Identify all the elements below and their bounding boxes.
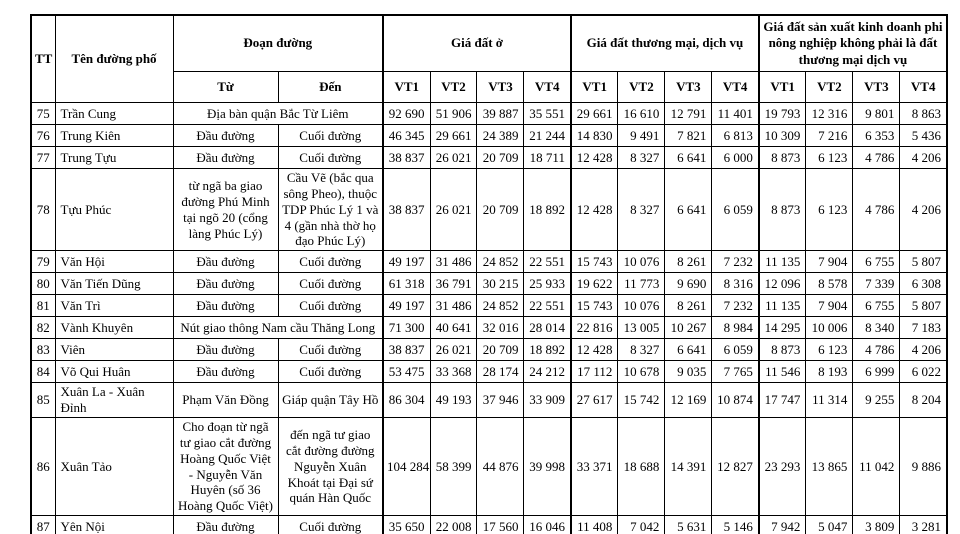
- price-cell: 5 631: [665, 516, 712, 534]
- segment-from-cell: Đầu đường: [173, 273, 278, 295]
- price-cell: 86 304: [383, 383, 430, 418]
- price-cell: 11 042: [853, 418, 900, 516]
- price-cell: 8 261: [665, 295, 712, 317]
- price-cell: 92 690: [383, 103, 430, 125]
- segment-from-cell: Đầu đường: [173, 251, 278, 273]
- price-cell: 18 892: [524, 169, 571, 251]
- segment-from-cell: Đầu đường: [173, 516, 278, 534]
- table-row: [31, 383, 947, 418]
- price-cell: 7 232: [712, 295, 759, 317]
- price-cell: 7 821: [665, 125, 712, 147]
- segment-to-cell: Cuối đường: [278, 295, 383, 317]
- price-cell: 12 096: [759, 273, 806, 295]
- price-cell: 58 399: [430, 418, 477, 516]
- price-cell: 28 174: [477, 361, 524, 383]
- price-cell: 4 206: [900, 169, 947, 251]
- row-number-cell: 77: [31, 147, 55, 169]
- price-cell: 18 892: [524, 339, 571, 361]
- price-cell: 14 830: [571, 125, 618, 147]
- table-row: [31, 339, 947, 361]
- price-cell: 9 690: [665, 273, 712, 295]
- price-cell: 12 428: [571, 169, 618, 251]
- price-cell: 12 428: [571, 147, 618, 169]
- price-cell: 37 946: [477, 383, 524, 418]
- price-cell: 19 793: [759, 103, 806, 125]
- segment-from-cell: Đầu đường: [173, 125, 278, 147]
- segment-to-cell: Cầu Vẽ (bắc qua sông Pheo), thuộc TDP Phúc Lý 1 và 4 (gần nhà thờ họ đạo Phúc Lý): [278, 169, 383, 251]
- price-cell: 26 021: [430, 147, 477, 169]
- price-cell: 13 005: [618, 317, 665, 339]
- row-number-cell: 83: [31, 339, 55, 361]
- price-cell: 7 216: [806, 125, 853, 147]
- header-commercial-price-group: Giá đất thương mại, dịch vụ: [571, 15, 759, 72]
- price-cell: 6 059: [712, 339, 759, 361]
- price-cell: 6 641: [665, 169, 712, 251]
- price-cell: 6 000: [712, 147, 759, 169]
- table-row: [31, 273, 947, 295]
- price-cell: 104 284: [383, 418, 430, 516]
- price-cell: 8 873: [759, 169, 806, 251]
- header-tt: TT: [31, 15, 55, 103]
- price-cell: 10 874: [712, 383, 759, 418]
- price-cell: 8 204: [900, 383, 947, 418]
- table-row: [31, 295, 947, 317]
- price-cell: 35 551: [524, 103, 571, 125]
- price-cell: 29 661: [430, 125, 477, 147]
- header-vt-cell: VT3: [477, 72, 524, 103]
- price-cell: 3 809: [853, 516, 900, 534]
- table-row: [31, 147, 947, 169]
- street-name-cell: Văn Trì: [55, 295, 173, 317]
- street-name-cell: Viên: [55, 339, 173, 361]
- price-cell: 40 641: [430, 317, 477, 339]
- price-cell: 6 022: [900, 361, 947, 383]
- price-cell: 31 486: [430, 251, 477, 273]
- price-cell: 10 267: [665, 317, 712, 339]
- price-cell: 10 309: [759, 125, 806, 147]
- street-name-cell: Xuân Tảo: [55, 418, 173, 516]
- price-cell: 8 863: [900, 103, 947, 125]
- price-cell: 11 773: [618, 273, 665, 295]
- price-cell: 6 755: [853, 295, 900, 317]
- price-cell: 10 076: [618, 251, 665, 273]
- price-cell: 18 688: [618, 418, 665, 516]
- price-cell: 26 021: [430, 169, 477, 251]
- row-number-cell: 79: [31, 251, 55, 273]
- price-cell: 39 998: [524, 418, 571, 516]
- table-row: [31, 317, 947, 339]
- price-cell: 11 408: [571, 516, 618, 534]
- price-cell: 27 617: [571, 383, 618, 418]
- price-cell: 13 865: [806, 418, 853, 516]
- land-price-table: [30, 14, 948, 534]
- price-cell: 9 886: [900, 418, 947, 516]
- price-cell: 9 801: [853, 103, 900, 125]
- segment-to-cell: Cuối đường: [278, 125, 383, 147]
- price-cell: 22 816: [571, 317, 618, 339]
- segment-to-cell: Cuối đường: [278, 251, 383, 273]
- price-cell: 32 016: [477, 317, 524, 339]
- price-cell: 30 215: [477, 273, 524, 295]
- price-cell: 8 327: [618, 169, 665, 251]
- price-cell: 49 197: [383, 295, 430, 317]
- price-cell: 8 261: [665, 251, 712, 273]
- price-cell: 7 183: [900, 317, 947, 339]
- header-from: Từ: [173, 72, 278, 103]
- table-body: [31, 103, 947, 534]
- price-cell: 20 709: [477, 147, 524, 169]
- price-cell: 71 300: [383, 317, 430, 339]
- row-number-cell: 76: [31, 125, 55, 147]
- price-cell: 5 807: [900, 295, 947, 317]
- price-cell: 12 169: [665, 383, 712, 418]
- price-cell: 8 578: [806, 273, 853, 295]
- price-cell: 24 389: [477, 125, 524, 147]
- price-cell: 3 281: [900, 516, 947, 534]
- price-cell: 7 339: [853, 273, 900, 295]
- street-name-cell: Vành Khuyên: [55, 317, 173, 339]
- price-cell: 6 813: [712, 125, 759, 147]
- table-row: [31, 125, 947, 147]
- price-cell: 8 873: [759, 339, 806, 361]
- price-cell: 24 852: [477, 295, 524, 317]
- price-cell: 20 709: [477, 339, 524, 361]
- price-cell: 6 059: [712, 169, 759, 251]
- street-name-cell: Tựu Phúc: [55, 169, 173, 251]
- price-cell: 31 486: [430, 295, 477, 317]
- street-name-cell: Yên Nội: [55, 516, 173, 534]
- price-cell: 8 193: [806, 361, 853, 383]
- price-cell: 10 678: [618, 361, 665, 383]
- segment-from-cell: Đầu đường: [173, 147, 278, 169]
- price-cell: 38 837: [383, 339, 430, 361]
- price-cell: 9 035: [665, 361, 712, 383]
- price-cell: 6 641: [665, 147, 712, 169]
- price-cell: 9 255: [853, 383, 900, 418]
- price-cell: 6 353: [853, 125, 900, 147]
- price-cell: 24 212: [524, 361, 571, 383]
- table-row: [31, 516, 947, 534]
- price-cell: 4 206: [900, 339, 947, 361]
- price-cell: 7 904: [806, 251, 853, 273]
- price-cell: 8 873: [759, 147, 806, 169]
- segment-to-cell: Giáp quận Tây Hồ: [278, 383, 383, 418]
- price-cell: 12 428: [571, 339, 618, 361]
- price-cell: 36 791: [430, 273, 477, 295]
- price-cell: 17 747: [759, 383, 806, 418]
- table-row: [31, 251, 947, 273]
- price-cell: 8 340: [853, 317, 900, 339]
- price-cell: 19 622: [571, 273, 618, 295]
- table-row: [31, 361, 947, 383]
- price-cell: 6 123: [806, 339, 853, 361]
- header-residential-price-group: Giá đất ở: [383, 15, 571, 72]
- price-cell: 11 314: [806, 383, 853, 418]
- price-cell: 20 709: [477, 169, 524, 251]
- segment-from-cell: Phạm Văn Đồng: [173, 383, 278, 418]
- price-cell: 49 193: [430, 383, 477, 418]
- price-cell: 17 112: [571, 361, 618, 383]
- price-cell: 5 807: [900, 251, 947, 273]
- header-vt-cell: VT2: [430, 72, 477, 103]
- row-number-cell: 82: [31, 317, 55, 339]
- price-cell: 5 047: [806, 516, 853, 534]
- price-cell: 44 876: [477, 418, 524, 516]
- header-vt-cell: VT4: [900, 72, 947, 103]
- segment-to-cell: Cuối đường: [278, 273, 383, 295]
- price-cell: 7 765: [712, 361, 759, 383]
- price-cell: 14 295: [759, 317, 806, 339]
- header-vt-cell: VT1: [571, 72, 618, 103]
- price-cell: 15 743: [571, 295, 618, 317]
- price-cell: 18 711: [524, 147, 571, 169]
- header-vt-cell: VT1: [383, 72, 430, 103]
- price-cell: 25 933: [524, 273, 571, 295]
- segment-to-cell: Cuối đường: [278, 361, 383, 383]
- price-cell: 5 436: [900, 125, 947, 147]
- price-cell: 6 641: [665, 339, 712, 361]
- table-header: [31, 15, 947, 103]
- price-cell: 33 368: [430, 361, 477, 383]
- street-name-cell: Võ Qui Huân: [55, 361, 173, 383]
- header-vt-cell: VT4: [712, 72, 759, 103]
- price-cell: 16 046: [524, 516, 571, 534]
- segment-to-cell: đến ngã tư giao cắt đường đường Nguyễn Xuân Khoát tại Đại sứ quán Hàn Quốc: [278, 418, 383, 516]
- price-cell: 6 123: [806, 147, 853, 169]
- header-vt-cell: VT2: [618, 72, 665, 103]
- row-number-cell: 80: [31, 273, 55, 295]
- price-cell: 4 206: [900, 147, 947, 169]
- street-name-cell: Trần Cung: [55, 103, 173, 125]
- street-name-cell: Văn Tiến Dũng: [55, 273, 173, 295]
- price-cell: 8 327: [618, 147, 665, 169]
- price-cell: 11 546: [759, 361, 806, 383]
- table-row: [31, 418, 947, 516]
- header-segment: Đoạn đường: [173, 15, 383, 72]
- price-cell: 38 837: [383, 169, 430, 251]
- price-cell: 6 123: [806, 169, 853, 251]
- price-cell: 11 401: [712, 103, 759, 125]
- segment-from-cell: Đầu đường: [173, 339, 278, 361]
- header-vt-cell: VT1: [759, 72, 806, 103]
- segment-from-cell: Đầu đường: [173, 295, 278, 317]
- price-cell: 22 551: [524, 295, 571, 317]
- price-cell: 6 308: [900, 273, 947, 295]
- price-cell: 6 755: [853, 251, 900, 273]
- segment-from-cell: Đầu đường: [173, 361, 278, 383]
- table-row: [31, 103, 947, 125]
- header-production-price-group: Giá đất sản xuất kinh doanh phi nông nghiệp không phải là đất thương mại dịch vụ: [759, 15, 947, 72]
- row-number-cell: 78: [31, 169, 55, 251]
- header-vt-cell: VT2: [806, 72, 853, 103]
- segment-span-cell: Địa bàn quận Bắc Từ Liêm: [173, 103, 383, 125]
- header-to: Đến: [278, 72, 383, 103]
- price-cell: 11 135: [759, 251, 806, 273]
- price-cell: 5 146: [712, 516, 759, 534]
- price-cell: 8 984: [712, 317, 759, 339]
- segment-to-cell: Cuối đường: [278, 147, 383, 169]
- header-vt-cell: VT4: [524, 72, 571, 103]
- price-cell: 6 999: [853, 361, 900, 383]
- segment-to-cell: Cuối đường: [278, 516, 383, 534]
- price-cell: 10 076: [618, 295, 665, 317]
- price-cell: 26 021: [430, 339, 477, 361]
- price-cell: 15 742: [618, 383, 665, 418]
- price-cell: 49 197: [383, 251, 430, 273]
- price-cell: 51 906: [430, 103, 477, 125]
- table-row: [31, 169, 947, 251]
- row-number-cell: 75: [31, 103, 55, 125]
- price-cell: 39 887: [477, 103, 524, 125]
- segment-from-cell: Cho đoạn từ ngã tư giao cắt đường Hoàng Quốc Việt - Nguyễn Văn Huyên (số 36 Hoàng Quốc Việt): [173, 418, 278, 516]
- row-number-cell: 81: [31, 295, 55, 317]
- price-cell: 7 942: [759, 516, 806, 534]
- price-cell: 35 650: [383, 516, 430, 534]
- row-number-cell: 84: [31, 361, 55, 383]
- price-cell: 4 786: [853, 339, 900, 361]
- price-cell: 22 551: [524, 251, 571, 273]
- header-vt-cell: VT3: [853, 72, 900, 103]
- segment-to-cell: Cuối đường: [278, 339, 383, 361]
- price-cell: 22 008: [430, 516, 477, 534]
- price-cell: 16 610: [618, 103, 665, 125]
- row-number-cell: 85: [31, 383, 55, 418]
- price-cell: 8 316: [712, 273, 759, 295]
- price-cell: 15 743: [571, 251, 618, 273]
- price-cell: 46 345: [383, 125, 430, 147]
- price-cell: 7 232: [712, 251, 759, 273]
- street-name-cell: Xuân La - Xuân Đỉnh: [55, 383, 173, 418]
- header-vt-cell: VT3: [665, 72, 712, 103]
- price-cell: 7 904: [806, 295, 853, 317]
- price-cell: 28 014: [524, 317, 571, 339]
- price-cell: 38 837: [383, 147, 430, 169]
- price-cell: 14 391: [665, 418, 712, 516]
- price-cell: 33 371: [571, 418, 618, 516]
- price-cell: 17 560: [477, 516, 524, 534]
- price-cell: 53 475: [383, 361, 430, 383]
- row-number-cell: 87: [31, 516, 55, 534]
- price-cell: 9 491: [618, 125, 665, 147]
- price-cell: 23 293: [759, 418, 806, 516]
- price-cell: 24 852: [477, 251, 524, 273]
- row-number-cell: 86: [31, 418, 55, 516]
- price-cell: 12 827: [712, 418, 759, 516]
- header-street-name: Tên đường phố: [55, 15, 173, 103]
- street-name-cell: Trung Tựu: [55, 147, 173, 169]
- price-cell: 33 909: [524, 383, 571, 418]
- price-cell: 4 786: [853, 147, 900, 169]
- price-cell: 8 327: [618, 339, 665, 361]
- price-cell: 4 786: [853, 169, 900, 251]
- price-cell: 29 661: [571, 103, 618, 125]
- segment-span-cell: Nút giao thông Nam cầu Thăng Long: [173, 317, 383, 339]
- street-name-cell: Văn Hội: [55, 251, 173, 273]
- price-cell: 11 135: [759, 295, 806, 317]
- price-cell: 7 042: [618, 516, 665, 534]
- price-cell: 61 318: [383, 273, 430, 295]
- price-cell: 12 791: [665, 103, 712, 125]
- header-group-row: [31, 15, 947, 72]
- street-name-cell: Trung Kiên: [55, 125, 173, 147]
- price-cell: 10 006: [806, 317, 853, 339]
- segment-from-cell: từ ngã ba giao đường Phú Minh tại ngõ 20 (cổng làng Phúc Lý): [173, 169, 278, 251]
- price-cell: 12 316: [806, 103, 853, 125]
- price-cell: 21 244: [524, 125, 571, 147]
